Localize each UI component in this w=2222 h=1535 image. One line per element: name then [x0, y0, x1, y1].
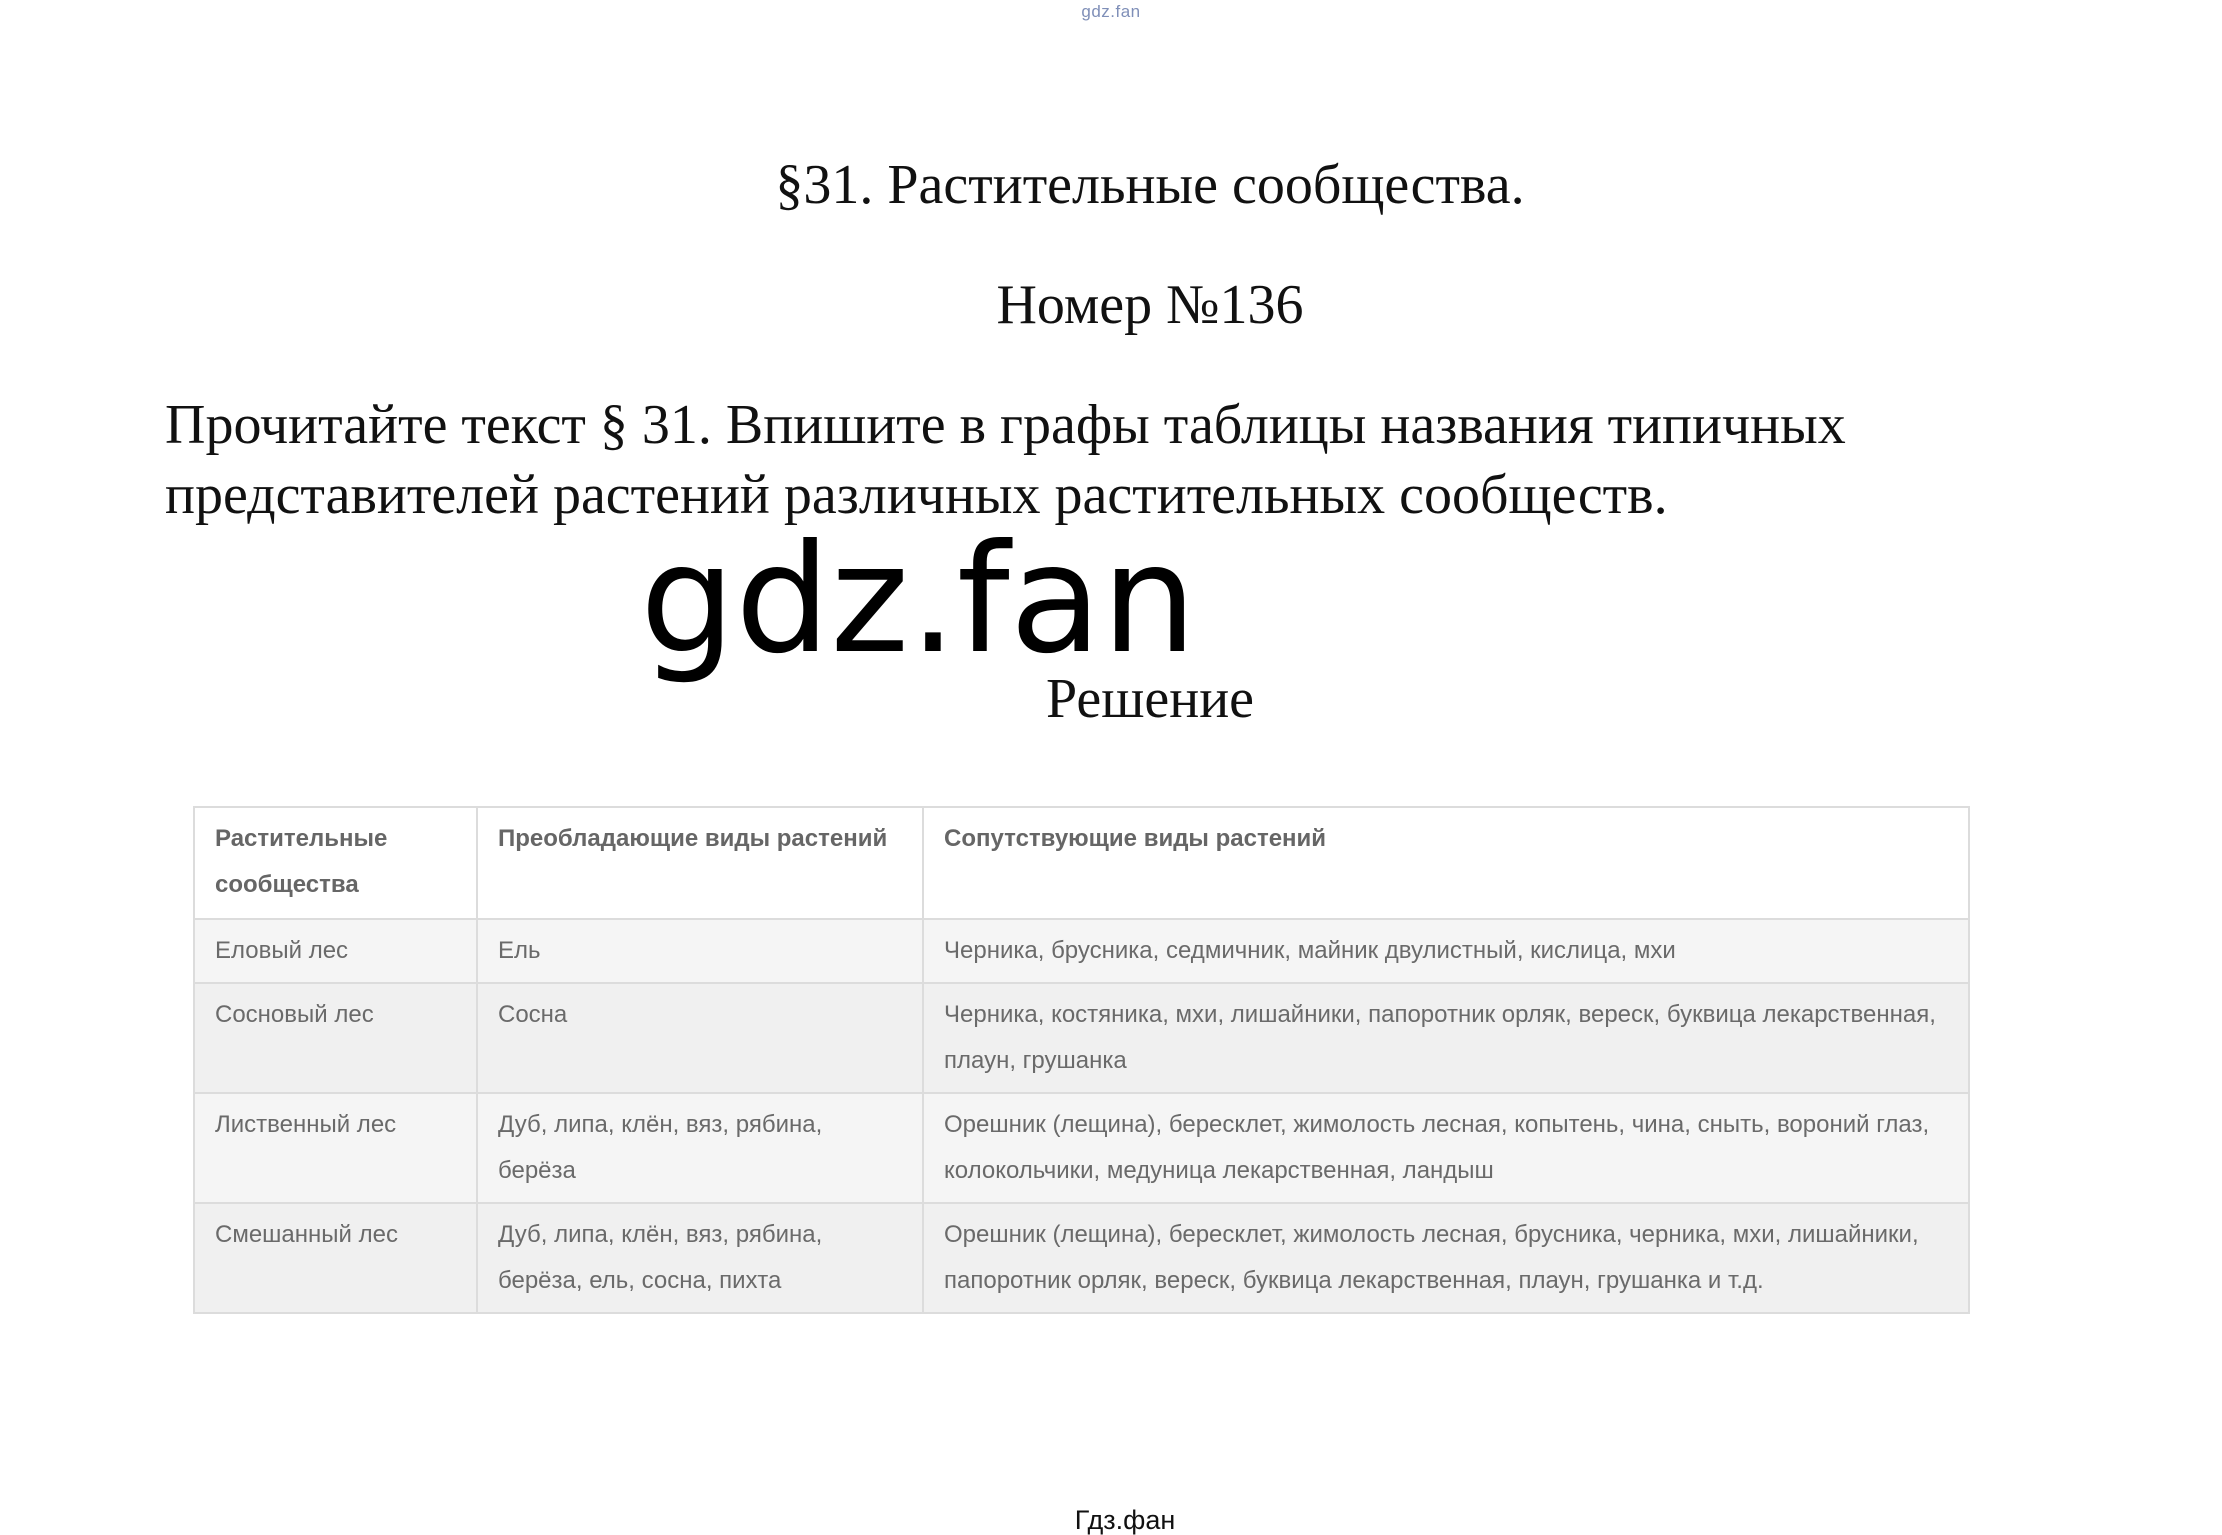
cell-accompanying: Орешник (лещина), бересклет, жимолость лесная, брусника, черника, мхи, лишайники, папоротник орляк, вереск, буквица лекарственная, плаун, грушанка и т.д. — [923, 1203, 1969, 1313]
table-row — [194, 983, 1969, 1093]
cell-dominant: Дуб, липа, клён, вяз, рябина, берёза — [477, 1093, 923, 1203]
table-row — [194, 1093, 1969, 1203]
table-row — [194, 1203, 1969, 1313]
header-accompanying-species: Сопутствующие виды растений — [923, 807, 1969, 919]
top-watermark: gdz.fan — [1081, 2, 1141, 21]
cell-accompanying: Черника, брусника, седмичник, майник двулистный, кислица, мхи — [923, 919, 1969, 983]
cell-dominant: Дуб, липа, клён, вяз, рябина, берёза, ель, сосна, пихта — [477, 1203, 923, 1313]
cell-dominant: Ель — [477, 919, 923, 983]
cell-community: Сосновый лес — [194, 983, 477, 1093]
header-communities: Растительные сообщества — [194, 807, 477, 919]
task-number: Номер №136 — [996, 274, 1304, 336]
cell-accompanying: Черника, костяника, мхи, лишайники, папоротник орляк, вереск, буквица лекарственная, плаун, грушанка — [923, 983, 1969, 1093]
solution-label: Решение — [1045, 668, 1255, 730]
table-row — [194, 919, 1969, 983]
section-title: §31. Растительные сообщества. — [775, 154, 1525, 216]
watermark-logo: gdz.fan — [640, 513, 1197, 687]
task-text: Прочитайте текст § 31. Впишите в графы таблицы названия типичных представителей растений различных растительных сообществ. — [165, 394, 1846, 526]
table-header-row — [194, 807, 1969, 919]
cell-community: Лиственный лес — [194, 1093, 477, 1203]
solution-table — [193, 806, 1968, 1314]
header-dominant-species: Преобладающие виды растений — [477, 807, 923, 919]
cell-community: Еловый лес — [194, 919, 477, 983]
cell-accompanying: Орешник (лещина), бересклет, жимолость лесная, копытень, чина, сныть, вороний глаз, колокольчики, медуница лекарственная, ландыш — [923, 1093, 1969, 1203]
plant-communities-table — [193, 806, 1970, 1314]
cell-community: Смешанный лес — [194, 1203, 477, 1313]
footer-text: Гдз.фан — [1074, 1505, 1176, 1535]
cell-dominant: Сосна — [477, 983, 923, 1093]
